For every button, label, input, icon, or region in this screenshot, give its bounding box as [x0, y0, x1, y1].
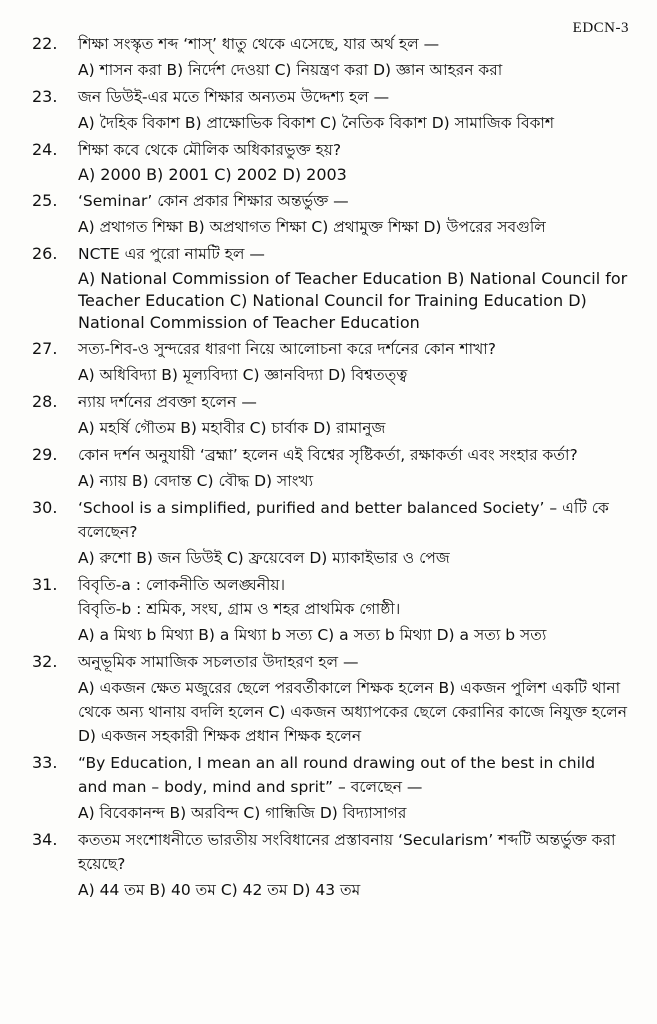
question-29	[28, 443, 628, 493]
question-31	[28, 573, 628, 647]
question-23	[28, 85, 628, 135]
question-options: A) ন্যায় B) বেদান্ত C) বৌদ্ধ D) সাংখ্য	[78, 472, 314, 490]
question-options: A) রুশো B) জন ডিউই C) ফ্রয়েবেল D) ম্যাকাইভার ও পেজ	[78, 549, 450, 567]
question-options: A) শাসন করা B) নির্দেশ দেওয়া C) নিয়ন্ত্রণ করা D) জ্ঞান আহরন করা	[78, 61, 503, 79]
question-text: “By Education, I mean an all round drawing out of the best in child and man – body, mind and sprit” – বলেছেন —	[78, 754, 596, 796]
question-number: 29.	[32, 445, 58, 464]
question-options: A) National Commission of Teacher Education B) National Council for Teacher Education C) National Council for Training Education D) National Commission of Teacher Education	[78, 269, 628, 332]
question-text: সত্য-শিব-ও সুন্দরের ধারণা নিয়ে আলোচনা করে দর্শনের কোন শাখা?	[78, 340, 497, 358]
question-text: অনুভূমিক সামাজিক সচলতার উদাহরণ হল —	[78, 653, 359, 671]
question-number: 33.	[32, 753, 58, 772]
question-30	[28, 496, 628, 570]
question-number: 27.	[32, 339, 58, 358]
question-text: শিক্ষা কবে থেকে মৌলিক অধিকারভুক্ত হয়?	[78, 141, 342, 159]
question-33	[28, 751, 628, 825]
question-text: কোন দর্শন অনুযায়ী ‘ব্রহ্মা’ হলেন এই বিশ্বের সৃষ্টিকর্তা, রক্ষাকর্তা এবং সংহার কর্তা?	[78, 446, 578, 464]
question-text: ‘School is a simplified, purified and better balanced Society’ – এটি কে বলেছেন?	[78, 499, 609, 541]
question-options: A) অধিবিদ্যা B) মূল্যবিদ্যা C) জ্ঞানবিদ্যা D) বিশ্বতত্ত্ব	[78, 366, 408, 384]
question-number: 23.	[32, 87, 58, 106]
question-text: জন ডিউই-এর মতে শিক্ষার অন্যতম উদ্দেশ্য হল —	[78, 88, 390, 106]
question-number: 34.	[32, 830, 58, 849]
question-text: ‘Seminar’ কোন প্রকার শিক্ষার অন্তর্ভুক্ত —	[78, 192, 349, 210]
question-options: A) 2000 B) 2001 C) 2002 D) 2003	[78, 165, 347, 184]
page-code: EDCN-3	[572, 20, 629, 36]
question-22	[28, 32, 628, 82]
question-number: 28.	[32, 392, 58, 411]
question-options: A) মহর্ষি গৌতম B) মহাবীর C) চার্বাক D) রামানুজ	[78, 419, 386, 437]
question-text: শিক্ষা সংস্কৃত শব্দ ‘শাস্’ ধাতু থেকে এসেছে, যার অর্থ হল —	[78, 35, 440, 53]
question-32	[28, 650, 628, 748]
question-options: A) দৈহিক বিকাশ B) প্রাক্ষোভিক বিকাশ C) নৈতিক বিকাশ D) সামাজিক বিকাশ	[78, 114, 555, 132]
question-27	[28, 337, 628, 387]
question-number: 25.	[32, 191, 58, 210]
question-24	[28, 138, 628, 186]
question-number: 32.	[32, 652, 58, 671]
question-25	[28, 189, 628, 239]
question-options: A) একজন ক্ষেত মজুরের ছেলে পরবর্তীকালে শিক্ষক হলেন B) একজন পুলিশ একটি থানা থেকে অন্য থানায় বদলি হলেন C) একজন অধ্যাপকের ছেলে কেরানির কাজে নিযুক্ত হলেন D) একজন সহকারী শিক্ষক প্রধান শিক্ষক হলেন	[78, 679, 627, 745]
question-options: A) 44 তম B) 40 তম C) 42 তম D) 43 তম	[78, 881, 361, 899]
question-26	[28, 242, 628, 334]
question-28	[28, 390, 628, 440]
question-number: 24.	[32, 140, 58, 159]
question-number: 30.	[32, 498, 58, 517]
question-text: কততম সংশোধনীতে ভারতীয় সংবিধানের প্রস্তাবনায় ‘Secularism’ শব্দটি অন্তর্ভুক্ত করা হয়েছে?	[78, 831, 616, 873]
question-number: 26.	[32, 244, 58, 263]
question-34	[28, 828, 628, 902]
statement-b: বিবৃতি-b : শ্রমিক, সংঘ, গ্রাম ও শহর প্রাথমিক গোষ্ঠী।	[78, 600, 401, 618]
question-text: ন্যায় দর্শনের প্রবক্তা হলেন —	[78, 393, 257, 411]
question-text: NCTE এর পুরো নামটি হল —	[78, 245, 265, 263]
question-number: 31.	[32, 575, 58, 594]
statement-a: বিবৃতি-a : লোকনীতি অলঙ্ঘনীয়।	[78, 576, 286, 594]
question-number: 22.	[32, 34, 58, 53]
question-options: A) বিবেকানন্দ B) অরবিন্দ C) গান্ধিজি D) বিদ্যাসাগর	[78, 804, 407, 822]
question-options: A) প্রথাগত শিক্ষা B) অপ্রথাগত শিক্ষা C) প্রথামুক্ত শিক্ষা D) উপরের সবগুলি	[78, 218, 546, 236]
question-options: A) a মিথ্য b মিথ্যা B) a মিথ্যা b সত্য C) a সত্য b মিথ্যা D) a সত্য b সত্য	[78, 626, 547, 644]
question-list	[28, 32, 628, 905]
